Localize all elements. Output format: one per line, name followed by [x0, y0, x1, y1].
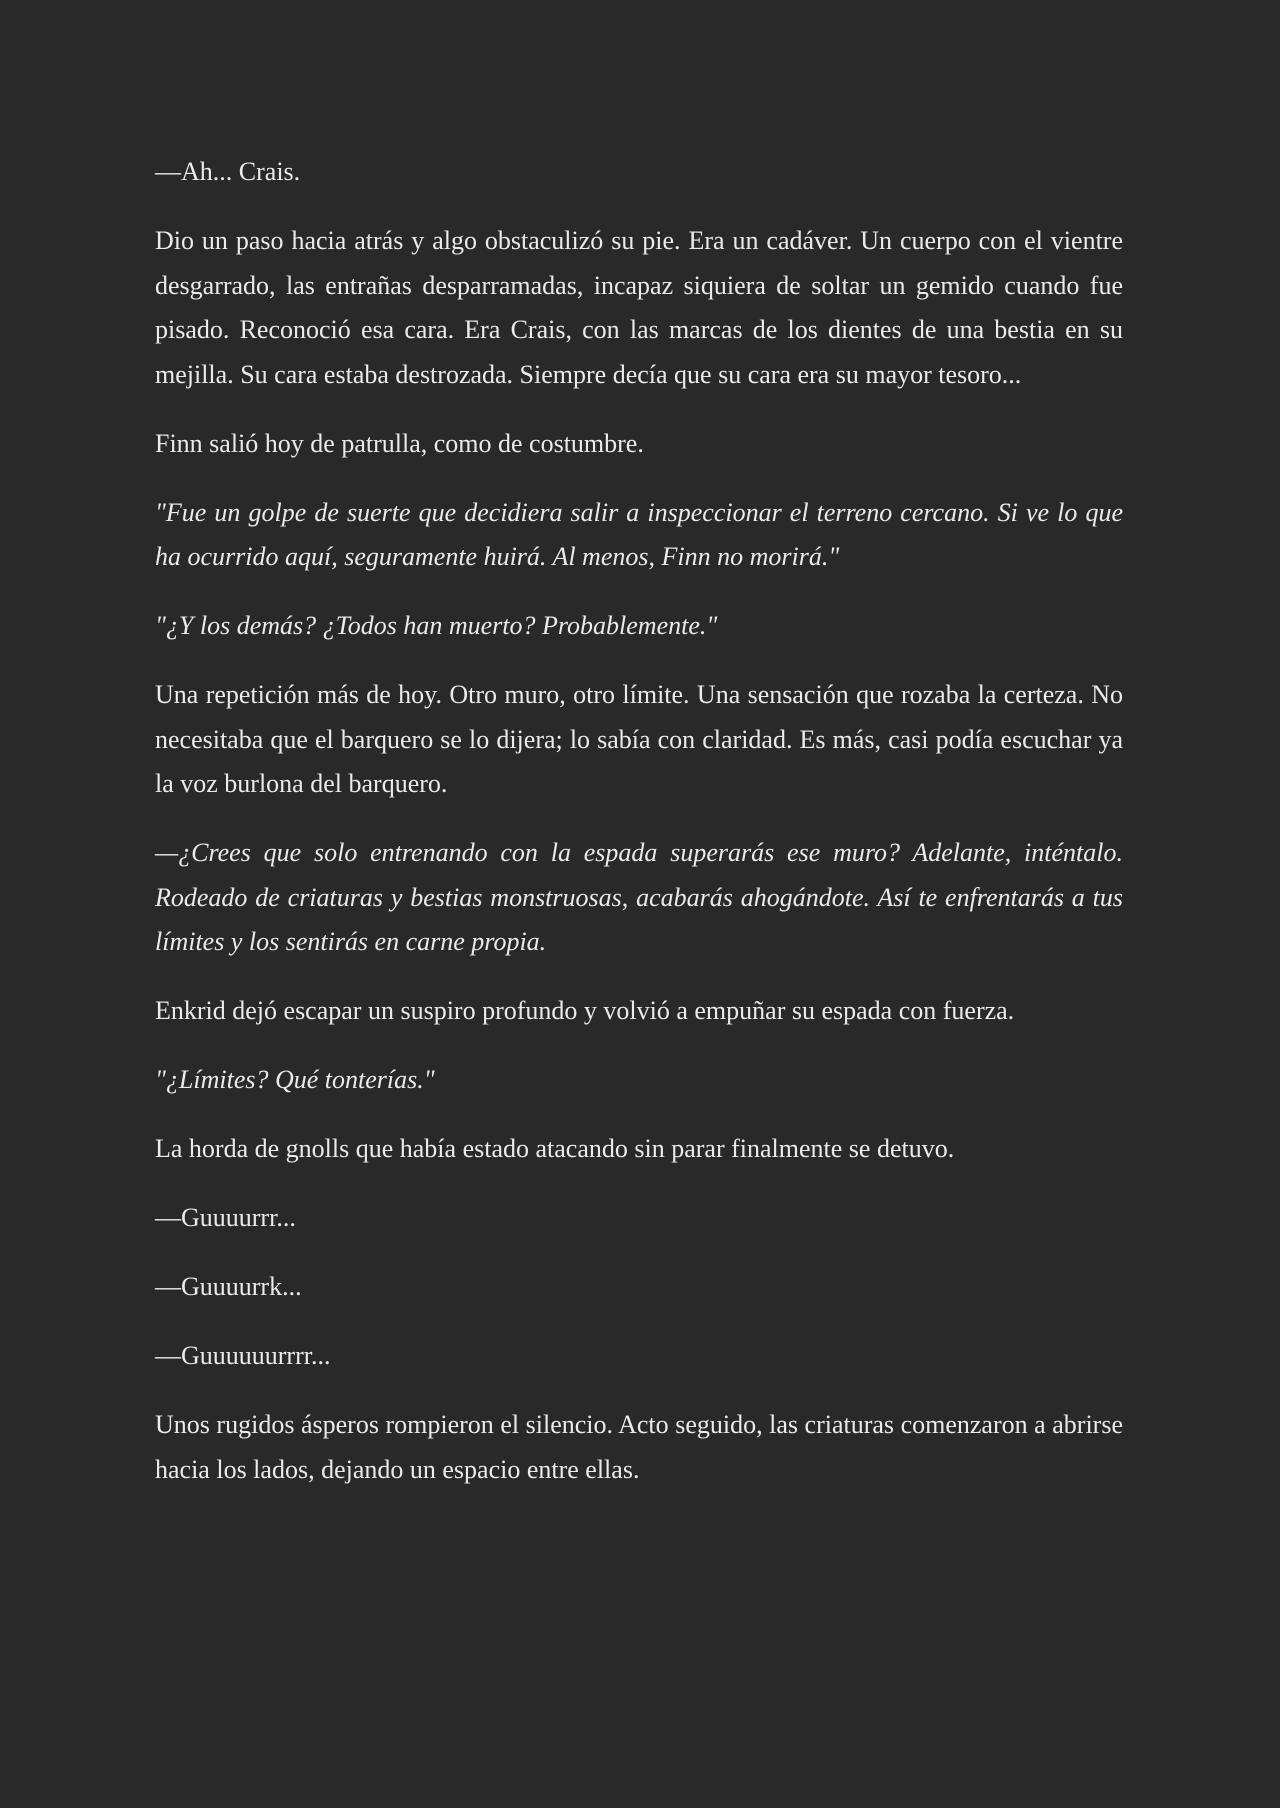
paragraph: Dio un paso hacia atrás y algo obstaculizó su pie. Era un cadáver. Un cuerpo con el vientre desgarrado, las entrañas desparramadas, incapaz siquiera de soltar un gemido cuando fue pisado. Reconoció esa cara. Era Crais, con las marcas de los dientes de una bestia en su mejilla. Su cara estaba destrozada. Siempre decía que su cara era su mayor tesoro... [155, 226, 1123, 389]
paragraph: —Ah... Crais. [155, 157, 301, 186]
paragraph-italic: "¿Y los demás? ¿Todos han muerto? Probablemente." [155, 611, 718, 640]
paragraph: Enkrid dejó escapar un suspiro profundo y volvió a empuñar su espada con fuerza. [155, 996, 1015, 1025]
paragraph: —Guuuurrk... [155, 1272, 302, 1301]
paragraph-italic: —¿Crees que solo entrenando con la espada superarás ese muro? Adelante, inténtalo. Rodeado de criaturas y bestias monstruosas, acabarás ahogándote. Así te enfrentarás a tus límites y los sentirás en carne propia. [155, 838, 1123, 956]
paragraph-italic: "¿Límites? Qué tonterías." [155, 1065, 435, 1094]
reader-content [155, 150, 1123, 1517]
paragraph: La horda de gnolls que había estado atacando sin parar finalmente se detuvo. [155, 1134, 955, 1163]
paragraph: —Guuuuuurrrr... [155, 1341, 331, 1370]
paragraph: Finn salió hoy de patrulla, como de costumbre. [155, 428, 644, 458]
paragraph: Unos rugidos ásperos rompieron el silencio. Acto seguido, las criaturas comenzaron a abrirse hacia los lados, dejando un espacio entre ellas. [155, 1410, 1123, 1484]
paragraph: Una repetición más de hoy. Otro muro, otro límite. Una sensación que rozaba la certeza. No necesitaba que el barquero se lo dijera; lo sabía con claridad. Es más, casi podía escuchar ya la voz burlona del barquero. [155, 680, 1123, 798]
paragraph-italic: "Fue un golpe de suerte que decidiera salir a inspeccionar el terreno cercano. Si ve lo que ha ocurrido aquí, seguramente huirá. Al menos, Finn no morirá." [155, 497, 1123, 571]
paragraph: —Guuuurrr... [155, 1203, 296, 1232]
